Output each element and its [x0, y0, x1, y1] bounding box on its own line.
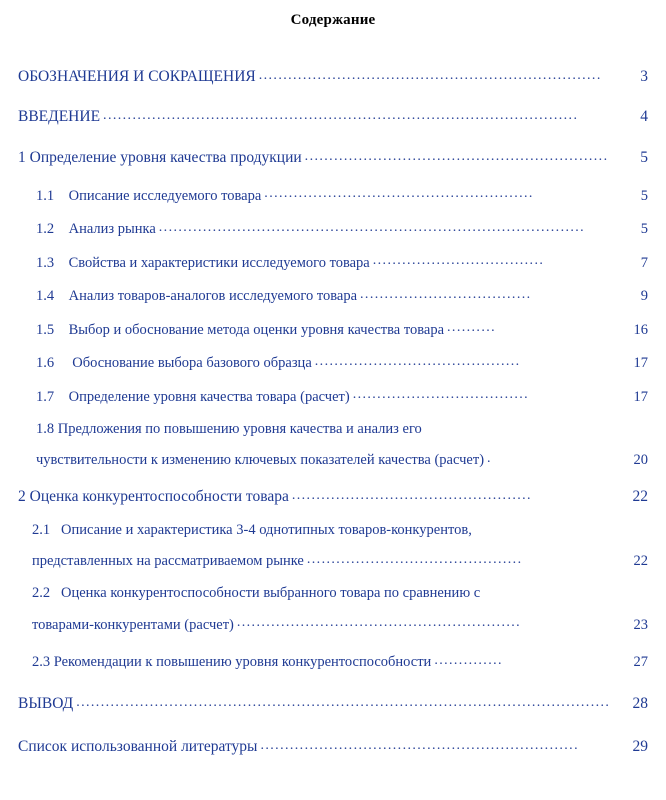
toc-entry-spacer	[54, 321, 69, 340]
toc-entry-spacer	[54, 187, 69, 206]
toc-entry-number: 1.6	[36, 355, 55, 372]
toc-dot-leader: ...................................	[360, 286, 532, 302]
toc-entry-page: 4	[640, 108, 648, 126]
toc-entry-page: 20	[633, 452, 648, 469]
toc-entry-label: Список использованной литературы	[18, 737, 258, 755]
toc-dot-leader: ..........................................	[314, 353, 521, 369]
toc-entry-page: 7	[640, 254, 648, 271]
toc-entry-number: 2.1	[32, 521, 51, 538]
toc-dot-leader: .............................................................................................................	[76, 695, 611, 711]
toc-entry-spacer	[54, 287, 69, 306]
toc-entry-label: Обоснование выбора базового образца	[68, 355, 312, 372]
toc-entry-spacer	[54, 522, 58, 538]
toc-entry[interactable]	[18, 148, 648, 168]
toc-dot-leader: ......................................................................	[258, 68, 602, 83]
toc-entry-page: 29	[632, 737, 648, 755]
toc-entry-page: 17	[633, 355, 648, 372]
toc-entry-page: 5	[640, 221, 648, 238]
table-of-contents	[18, 67, 648, 757]
toc-entry-label: Анализ товаров-аналогов исследуемого товара	[68, 288, 358, 305]
toc-entry-spacer	[54, 220, 69, 239]
toc-entry-label-text: Определение уровня качества продукции	[29, 148, 302, 166]
toc-entry[interactable]	[36, 386, 648, 406]
toc-entry-label: ВЫВОД	[18, 695, 74, 713]
toc-entry[interactable]	[32, 652, 648, 672]
toc-dot-leader: ..........................................................	[236, 615, 522, 631]
toc-entry-number: 1.1	[36, 187, 55, 204]
toc-entry-number: 1.3	[36, 254, 55, 271]
toc-entry[interactable]	[36, 252, 648, 272]
toc-entry-label: Выбор и обоснование метода оценки уровня качества товара	[68, 321, 445, 338]
toc-entry-label: ВВЕДЕНИЕ	[18, 108, 101, 126]
toc-entry-label-cont: представленных на рассматриваемом рынке	[32, 553, 304, 570]
toc-entry[interactable]	[32, 521, 648, 572]
toc-entry-label: Описание исследуемого товара	[68, 187, 262, 204]
toc-entry-number: 1.5	[36, 321, 55, 338]
toc-dot-leader: ..............................................................	[304, 148, 609, 164]
toc-entry[interactable]	[36, 286, 648, 306]
toc-dot-leader: ....................................	[352, 387, 530, 403]
toc-entry-number: 1.8	[36, 420, 55, 437]
toc-entry-label-cont: чувствительности к изменению ключевых показателей качества (расчет)	[36, 452, 485, 469]
toc-entry-page: 17	[633, 388, 648, 405]
toc-dot-leader: .................................................................	[260, 737, 579, 753]
toc-entry[interactable]	[36, 219, 648, 239]
toc-entry[interactable]	[36, 420, 648, 471]
toc-entry-page: 27	[633, 654, 648, 671]
toc-dot-leader: ...................................	[372, 253, 545, 269]
toc-entry-number: 1.2	[36, 221, 55, 238]
toc-entry-number: 1	[18, 148, 26, 166]
toc-entry-page: 22	[633, 553, 648, 570]
toc-dot-leader: .................................................	[291, 488, 532, 504]
toc-dot-leader: .	[487, 450, 492, 466]
toc-entry-page: 23	[633, 616, 648, 633]
page-title: Содержание	[290, 12, 376, 28]
toc-entry[interactable]	[18, 694, 648, 714]
toc-entry-label: Свойства и характеристики исследуемого товара	[68, 254, 370, 271]
toc-entry-page: 22	[632, 488, 648, 506]
toc-entry-spacer	[54, 388, 69, 407]
toc-entry-number: 2.2	[32, 585, 51, 602]
toc-entry-label-cont: товарами-конкурентами (расчет)	[32, 616, 234, 633]
toc-entry-label: Анализ рынка	[68, 221, 156, 238]
toc-entry-label: Оценка конкурентоспособности товара	[29, 488, 289, 506]
toc-dot-leader: .................................................................................................	[103, 108, 579, 124]
toc-entry-page: 28	[632, 695, 648, 713]
toc-dot-leader: ..........	[447, 320, 497, 336]
toc-dot-leader: ............................................	[306, 551, 523, 567]
toc-entry[interactable]	[18, 487, 648, 507]
toc-entry[interactable]	[18, 737, 648, 757]
toc-entry[interactable]	[18, 107, 648, 127]
toc-entry-spacer	[54, 254, 69, 273]
toc-entry-label: Предложения по повышению уровня качества и анализ его	[57, 420, 422, 437]
toc-entry-label: Рекомендации к повышению уровня конкурентоспособности	[53, 654, 432, 671]
toc-entry[interactable]	[32, 584, 648, 635]
toc-entry-label: Оценка конкурентоспособности выбранного товара по сравнению с	[61, 585, 481, 602]
toc-entry-label: Определение уровня качества товара (расчет)	[68, 388, 350, 405]
toc-entry-spacer	[54, 585, 58, 601]
toc-entry-page: 5	[640, 148, 648, 166]
toc-dot-leader: .......................................................................................	[158, 219, 586, 235]
toc-entry-spacer	[54, 354, 69, 373]
toc-entry[interactable]	[36, 185, 648, 205]
toc-entry-number: 1.4	[36, 288, 55, 305]
toc-entry[interactable]	[18, 67, 648, 87]
document-page	[0, 12, 666, 800]
toc-entry-page: 3	[640, 68, 648, 86]
toc-entry-page: 5	[640, 187, 648, 204]
toc-dot-leader: ..............	[434, 652, 503, 668]
toc-entry-page: 9	[640, 288, 648, 305]
toc-dot-leader: .......................................................	[264, 186, 534, 202]
toc-entry-label: Описание и характеристика 3-4 однотипных товаров-конкурентов,	[61, 521, 472, 538]
toc-entry[interactable]	[36, 319, 648, 339]
toc-entry-number: 1.7	[36, 388, 55, 405]
toc-entry-page: 16	[633, 321, 648, 338]
toc-entry-number: 2.3	[32, 654, 51, 671]
toc-entry-label: ОБОЗНАЧЕНИЯ И СОКРАЩЕНИЯ	[18, 68, 256, 86]
toc-entry-number: 2	[18, 488, 26, 506]
toc-entry[interactable]	[36, 353, 648, 373]
